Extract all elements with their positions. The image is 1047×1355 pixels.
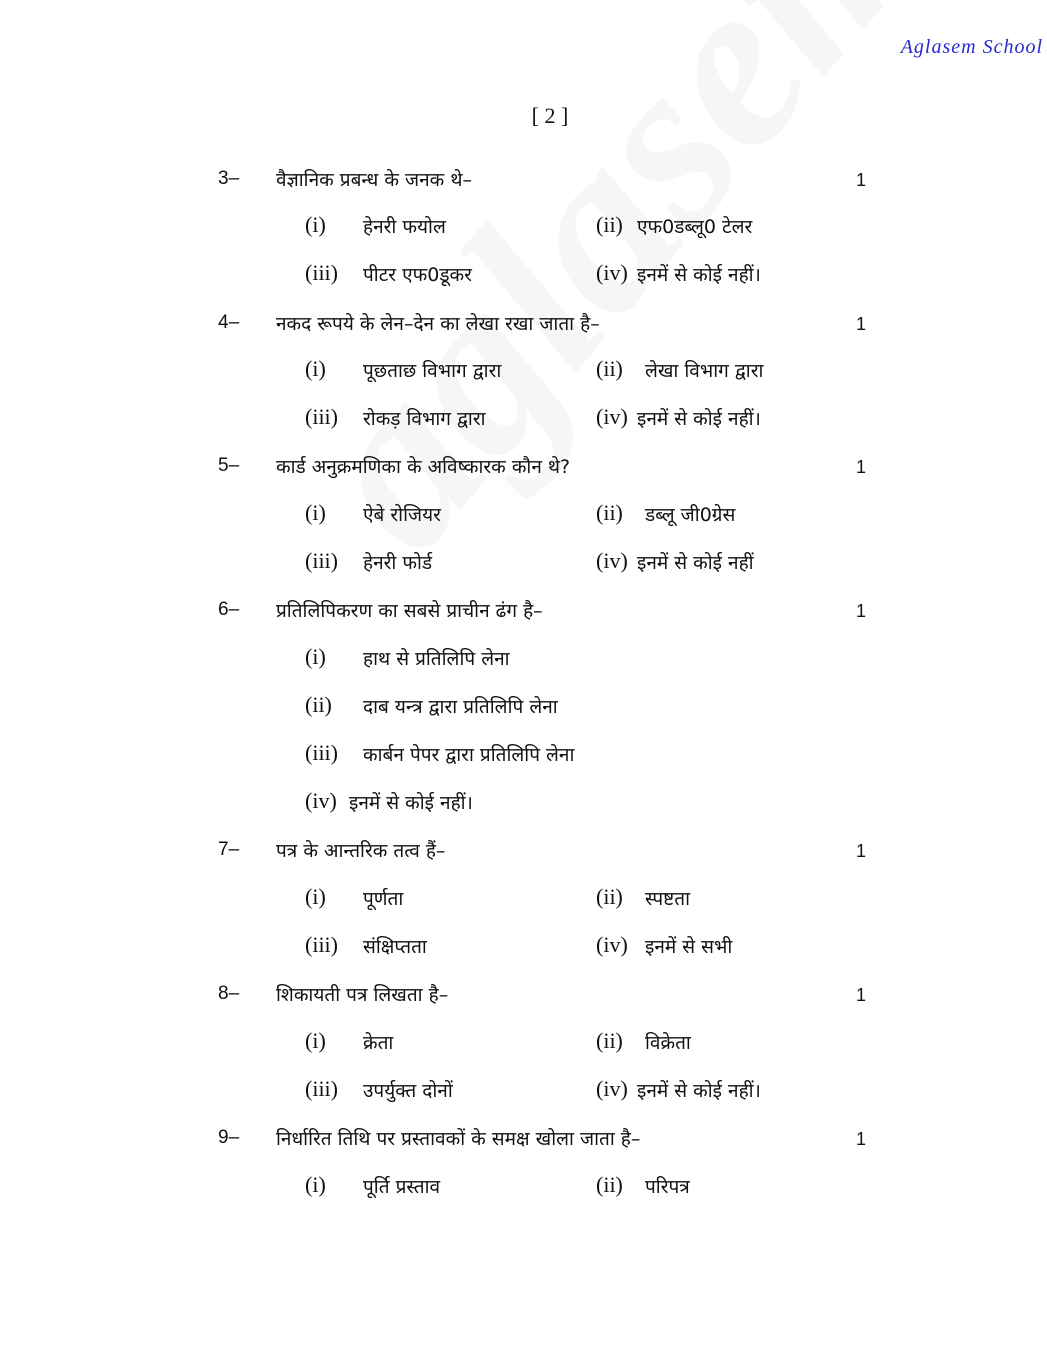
option-label: (iv): [305, 788, 337, 813]
option-label: (i): [305, 1028, 326, 1053]
option-text: हेनरी फयोल: [363, 216, 446, 238]
question-row: [0, 447, 1047, 487]
question-number: 4–: [218, 312, 240, 333]
option-text: दाब यन्त्र द्वारा प्रतिलिपि लेना: [363, 696, 558, 718]
option-label: (i): [305, 500, 326, 525]
option-text: परिपत्र: [645, 1176, 690, 1198]
option-text: पूछताछ विभाग द्वारा: [363, 360, 502, 382]
option-label: (iv): [596, 548, 628, 573]
question-text: प्रतिलिपिकरण का सबसे प्राचीन ढंग है–: [276, 600, 543, 622]
question-marks: 1: [856, 170, 867, 190]
option-row: [0, 1167, 1047, 1207]
option-text: इनमें से कोई नहीं।: [637, 264, 761, 286]
option-text: ऐबे रोजियर: [363, 504, 441, 526]
option-label: (iii): [305, 1076, 338, 1101]
option-row: [0, 927, 1047, 967]
option-text: पूर्णता: [363, 888, 404, 910]
question-row: [0, 160, 1047, 200]
option-text: विक्रेता: [645, 1032, 691, 1054]
option-label: (ii): [596, 356, 623, 381]
option-row: [0, 639, 1047, 679]
option-text: कार्बन पेपर द्वारा प्रतिलिपि लेना: [363, 744, 575, 766]
question-text: वैज्ञानिक प्रबन्ध के जनक थे–: [276, 169, 472, 191]
option-text: पूर्ति प्रस्ताव: [363, 1176, 441, 1198]
option-row: [0, 1071, 1047, 1111]
option-label: (ii): [596, 500, 623, 525]
option-text: रोकड़ विभाग द्वारा: [363, 408, 486, 430]
question-marks: 1: [856, 601, 867, 621]
option-row: [0, 495, 1047, 535]
option-row: [0, 783, 1047, 823]
question-row: [0, 1119, 1047, 1159]
question-marks: 1: [856, 985, 867, 1005]
option-text: इनमें से कोई नहीं।: [349, 792, 473, 814]
option-label: (iv): [596, 404, 628, 429]
option-text: इनमें से कोई नहीं।: [637, 408, 761, 430]
option-row: [0, 351, 1047, 391]
option-label: (iii): [305, 404, 338, 429]
option-text: इनमें से कोई नहीं।: [637, 1080, 761, 1102]
question-row: [0, 591, 1047, 631]
option-label: (i): [305, 1172, 326, 1197]
option-label: (iii): [305, 260, 338, 285]
option-row: [0, 543, 1047, 583]
option-label: (i): [305, 644, 326, 669]
option-text: क्रेता: [363, 1032, 394, 1054]
option-row: [0, 1023, 1047, 1063]
option-label: (iv): [596, 932, 628, 957]
option-row: [0, 207, 1047, 247]
option-label: (iv): [596, 260, 628, 285]
option-label: (i): [305, 356, 326, 381]
option-row: [0, 735, 1047, 775]
question-marks: 1: [856, 1129, 867, 1149]
option-label: (iii): [305, 548, 338, 573]
option-text: लेखा विभाग द्वारा: [645, 360, 764, 382]
question-marks: 1: [856, 457, 867, 477]
option-label: (ii): [596, 1172, 623, 1197]
question-row: [0, 975, 1047, 1015]
question-number: 6–: [218, 599, 240, 620]
question-number: 9–: [218, 1127, 240, 1148]
option-label: (ii): [596, 212, 623, 237]
option-label: (ii): [596, 1028, 623, 1053]
question-text: कार्ड अनुक्रमणिका के अविष्कारक कौन थे?: [276, 456, 571, 478]
option-text: संक्षिप्तता: [363, 936, 427, 958]
option-text: एफ0डब्लू0 टेलर: [637, 216, 753, 238]
option-text: डब्लू जी0ग्रेस: [645, 504, 736, 526]
question-number: 8–: [218, 983, 240, 1004]
option-label: (iii): [305, 740, 338, 765]
option-label: (i): [305, 212, 326, 237]
question-marks: 1: [856, 841, 867, 861]
question-row: [0, 304, 1047, 344]
question-number: 7–: [218, 839, 240, 860]
option-text: इनमें से सभी: [645, 936, 733, 958]
option-text: हेनरी फोर्ड: [363, 552, 433, 574]
option-text: स्पष्टता: [645, 888, 691, 910]
option-label: (ii): [305, 692, 332, 717]
option-row: [0, 687, 1047, 727]
option-row: [0, 399, 1047, 439]
brand-label: Aglasem School: [900, 36, 1043, 58]
question-marks: 1: [856, 314, 867, 334]
option-text: इनमें से कोई नहीं: [637, 552, 754, 574]
question-text: शिकायती पत्र लिखता है–: [276, 984, 449, 1006]
option-row: [0, 879, 1047, 919]
option-row: [0, 255, 1047, 295]
question-number: 5–: [218, 455, 240, 476]
option-label: (iv): [596, 1076, 628, 1101]
question-text: पत्र के आन्तरिक तत्व हैं–: [276, 840, 446, 862]
question-number: 3–: [218, 168, 240, 189]
page-number: [ 2 ]: [531, 103, 569, 128]
option-label: (iii): [305, 932, 338, 957]
option-text: हाथ से प्रतिलिपि लेना: [363, 648, 510, 670]
option-label: (i): [305, 884, 326, 909]
option-label: (ii): [596, 884, 623, 909]
question-row: [0, 831, 1047, 871]
option-text: पीटर एफ0डूकर: [363, 264, 472, 286]
question-text: निर्धारित तिथि पर प्रस्तावकों के समक्ष खोला जाता है–: [276, 1128, 641, 1150]
option-text: उपर्युक्त दोनों: [363, 1080, 453, 1102]
question-text: नकद रूपये के लेन–देन का लेखा रखा जाता है–: [276, 313, 600, 335]
